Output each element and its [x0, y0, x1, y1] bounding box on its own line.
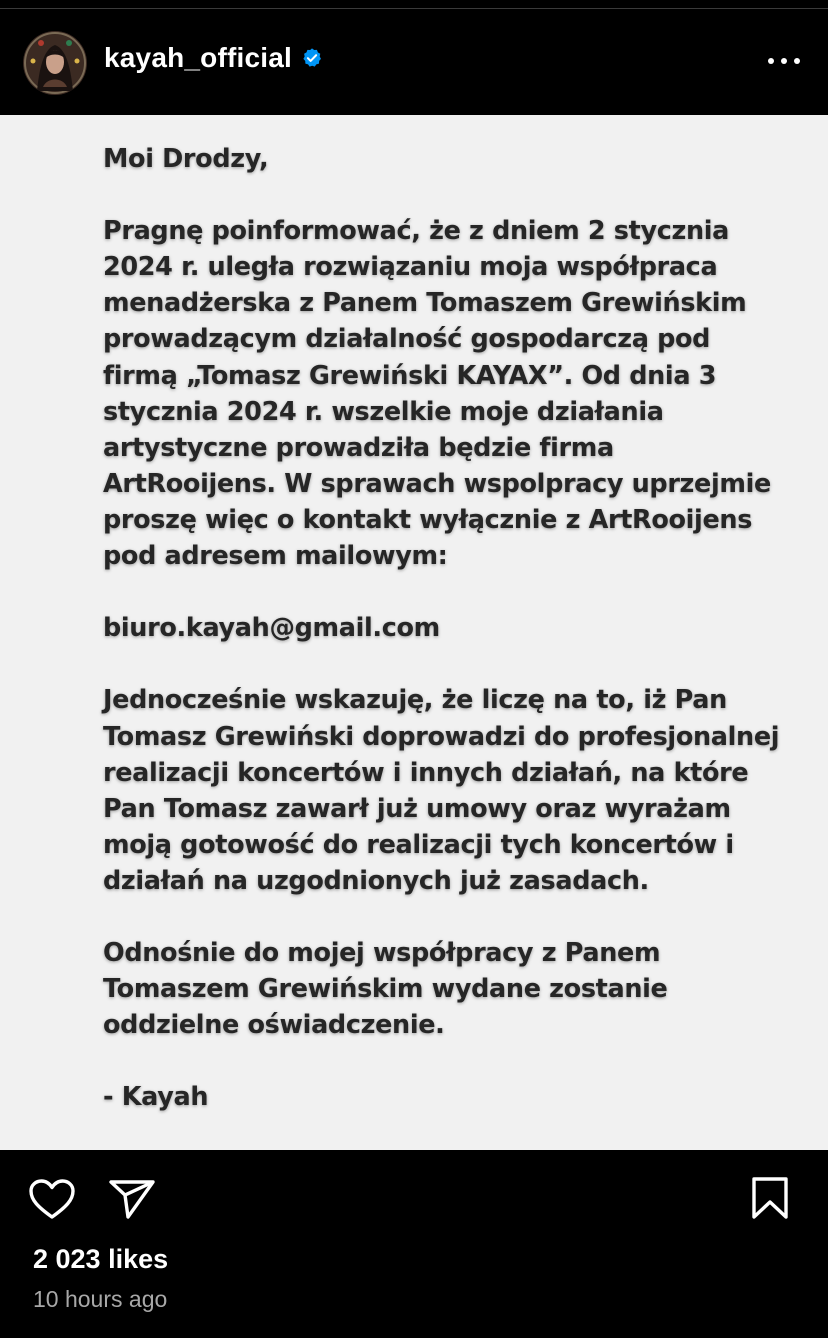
heart-icon[interactable]: [28, 1178, 76, 1220]
post-header: [0, 10, 828, 114]
send-icon[interactable]: [108, 1178, 156, 1220]
username-row[interactable]: [104, 42, 323, 74]
top-divider: [0, 8, 828, 9]
likes-count[interactable]: 2 023 likes: [33, 1244, 169, 1274]
post-image[interactable]: [0, 115, 828, 1150]
action-bar: [0, 1150, 828, 1250]
greeting: Moi Drodzy,: [103, 144, 269, 174]
contact-email: biuro.kayah@gmail.com: [103, 613, 440, 644]
statement-letter: [103, 141, 783, 1116]
signature: - Kayah: [103, 1082, 209, 1113]
post-timestamp: 10 hours ago: [33, 1286, 168, 1312]
username[interactable]: kayah_official: [104, 42, 292, 73]
verified-badge-icon: [301, 47, 323, 69]
paragraph-concerts: Jednocześnie wskazuję, że liczę na to, iż Pan Tomasz Grewiński doprowadzi do profesjonalnej realizacji koncertów i innych działań, na które Pan Tomasz zawarł już umowy oraz wyrażam moją gotowość do realizacji tych koncertów i działań na uzgodnionych już zasadach.: [103, 685, 780, 896]
paragraph-statement: Odnośnie do mojej współpracy z Panem Tomaszem Grewińskim wydane zostanie oddzielne oświadczenie.: [103, 938, 668, 1041]
more-options-icon[interactable]: [768, 48, 800, 74]
paragraph-announcement: Pragnę poinformować, że z dniem 2 stycznia 2024 r. uległa rozwiązaniu moja współpraca menadżerska z Panem Tomaszem Grewińskim prowadzącym działalność gospodarczą pod firmą „Tomasz Grewiński KAYAX”. Od dnia 3 stycznia 2024 r. wszelkie moje działania artystyczne prowadziła będzie firma ArtRooijens. W sprawach wspolpracy uprzejmie proszę więc o kontakt wyłącznie z ArtRooijens pod adresem mailowym:: [103, 216, 771, 572]
bookmark-icon[interactable]: [750, 1176, 790, 1220]
avatar[interactable]: [23, 31, 87, 95]
